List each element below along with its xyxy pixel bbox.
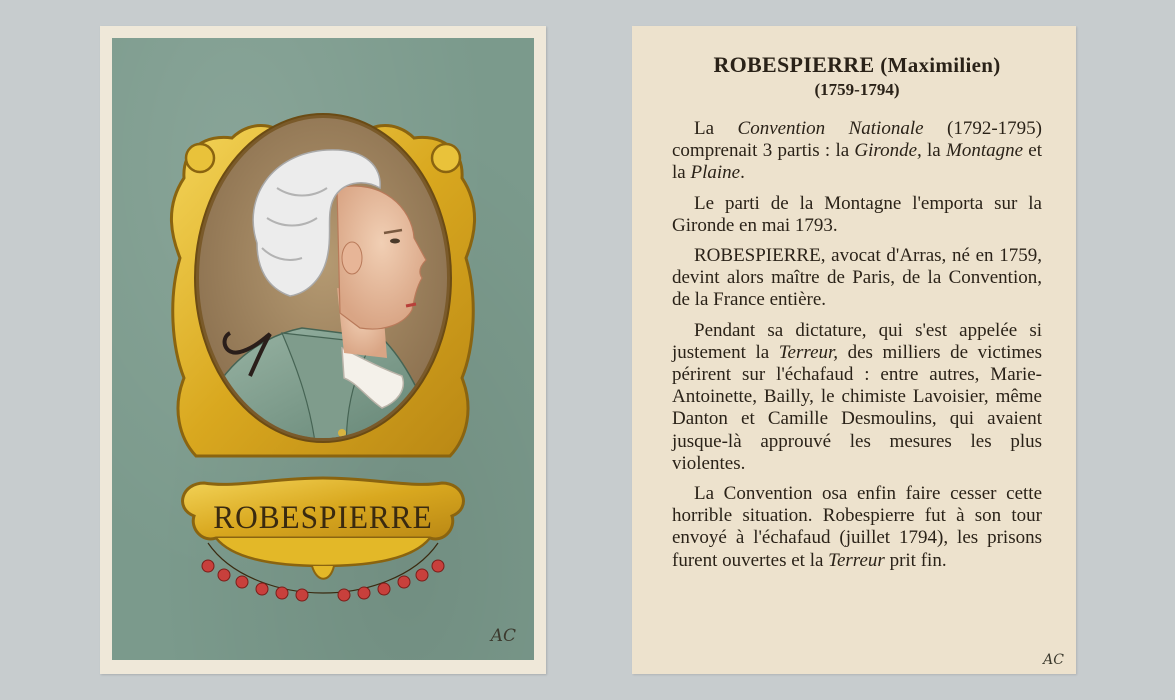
back-card — [632, 26, 1076, 674]
front-card — [100, 26, 546, 674]
text-run: La — [694, 118, 738, 139]
text-run-italic: Montagne — [946, 140, 1024, 162]
text-run-italic: Convention Nationale — [737, 118, 924, 139]
text-run: prit fin. — [884, 549, 947, 571]
paragraph-terreur — [672, 320, 1042, 475]
text-run: Pendant sa dictature, qui s'est appelée si justement la — [672, 319, 1042, 363]
text-run: des milliers de victimes périrent sur l'échafaud : entre autres, Marie-Antoinette, Bailly, le chimiste Lavoisier, même Danton et Camille Desmoulins, qui avaient jusque-là approuvé les mesures les plus violentes. — [672, 341, 1043, 474]
publisher-monogram: AC — [1043, 652, 1064, 668]
paragraph-fin — [672, 483, 1042, 572]
text-run: La Convention osa enfin faire cesser cette horrible situation. Robespierre fut à son tour envoyé à l'échafaud (juillet 1794), les prisons furent ouvertes et la — [672, 483, 1042, 571]
title-given-name: (Maximilien) — [880, 53, 1001, 77]
front-card-illustration — [112, 38, 534, 660]
text-run-italic: Terreur — [828, 549, 885, 571]
text-run: et la — [672, 140, 1043, 184]
paragraph-robespierre: ROBESPIERRE, avocat d'Arras, né en 1759, devint alors maître de Paris, de la Convention, de la France entière. — [672, 245, 1042, 311]
life-dates: (1759-1794) — [814, 80, 900, 99]
banner-name: ROBESPIERRE — [213, 500, 433, 536]
text-run-italic: Terreur, — [778, 341, 839, 363]
text-run: (1792-1795) comprenait 3 partis : la — [672, 118, 1042, 162]
publisher-monogram: AC — [490, 626, 516, 646]
paragraph-montagne: Le parti de la Montagne l'emporta sur la Gironde en mai 1793. — [672, 192, 1042, 236]
text-run: . — [740, 162, 745, 184]
card-title — [672, 52, 1042, 78]
text-run-italic: Plaine — [690, 162, 741, 184]
text-run: la — [921, 140, 946, 162]
portrait-illustration — [112, 38, 534, 660]
title-surname: ROBESPIERRE — [713, 52, 875, 77]
text-run-italic: Gironde, — [854, 140, 922, 162]
paragraph-convention — [672, 118, 1042, 185]
